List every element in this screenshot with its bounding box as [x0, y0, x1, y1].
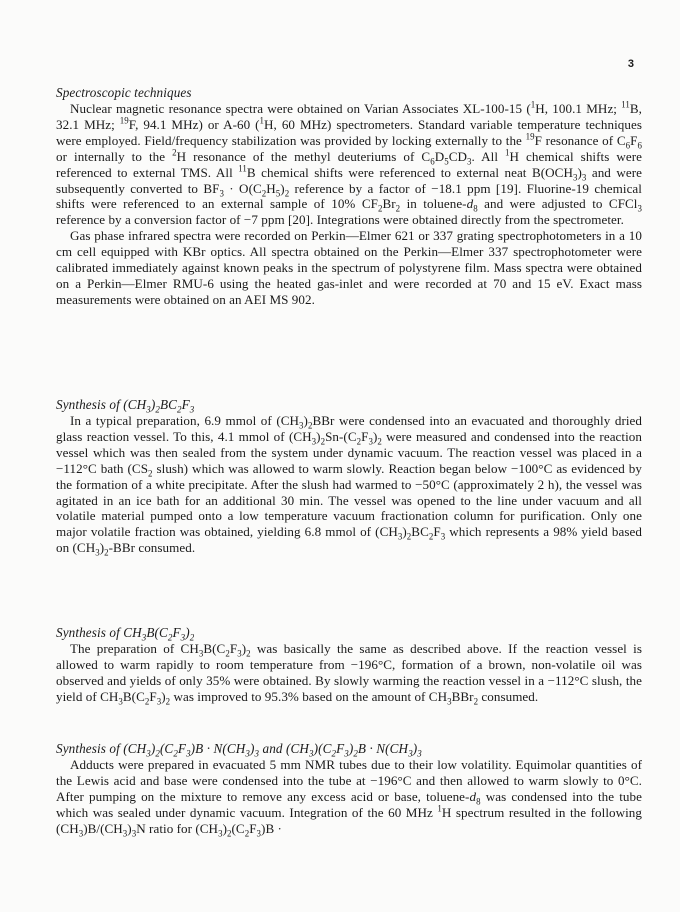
section-synthesis-methyl [56, 624, 642, 705]
section-heading: Synthesis of $(CH_3)_2BC_2F_3$ [56, 397, 195, 415]
page-number: 3 [627, 58, 634, 70]
paragraph: Nuclear magnetic resonance spectra were obtained on Varian Associates XL-100-15 ($^1$H, 100.1 MHz; $^{11}$B, 32.1 MHz; $^{19}$F, 94.1 MHz) or A-60 ($^1$H, 60 MHz) spectrometers. Standard variable temperature techniques were employed. Field/frequency stabilization was provided by locking externally to the $^{19}$F resonance of $C_6F_6$ or internally to the $^2$H resonance of the methyl deuteriums of $C_6D_5CD_3$. All $^1$H chemical shifts were referenced to external TMS. All $^{11}$B chemical shifts were referenced to external neat $B(OCH_3)_3$ and were subsequently converted to $BF_3 \cdot O(C_2H_5)_2$ reference by a factor of −18.1 ppm [19]. Fluorine-19 chemical shifts were referenced to an external sample of 10% $CF_2Br_2$ in toluene-$d_8$ and were adjusted to CFCl$_3$ reference by a conversion factor of −7 ppm [20]. Integrations were obtained directly from the spectrometer. [56, 99, 643, 228]
paragraph: Gas phase infrared spectra were recorded on Perkin—Elmer 621 or 337 grating spectrophotometers in a 10 cm cell equipped with KBr optics. All spectra obtained on the Perkin—Elmer 337 spectrophotometer were calibrated immediately against known peaks in the spectrum of polystyrene film. Mass spectra were obtained on a Perkin—Elmer RMU-6 using the heated gas-inlet and were recorded at 70 and 15 eV. Exact mass measurements were obtained on an AEI MS 902. [56, 228, 642, 307]
section-synthesis-dimethyl [56, 396, 642, 556]
section-heading: Synthesis of $(CH_3)_2(C_2F_3)B \cdot N(CH_3)_3$ and $(CH_3)(C_2F_3)_2B \cdot N(CH_3)_3$ [56, 741, 422, 759]
section-heading: Synthesis of $CH_3B(C_2F_3)_2$ [56, 625, 195, 643]
section-spectroscopic-techniques [56, 84, 642, 308]
paragraph: Adducts were prepared in evacuated 5 mm NMR tubes due to their low volatility. Equimolar quantities of the Lewis acid and base were condensed into the tube at −196°C and then allowed to warm slowly to 0°C. After pumping on the mixture to remove any excess acid or base, toluene-$d_8$ was condensed into the tube which was sealed under dynamic vacuum. Integration of the 60 MHz $^1$H spectrum resulted in the following $(CH_3)B/(CH_3)_3N$ ratio for $(CH_3)_2(C_2F_3)B$ · [56, 757, 642, 839]
paragraph: The preparation of $CH_3B(C_2F_3)_2$ was basically the same as described above. If the reaction vessel is allowed to warm rapidly to room temperature from −196°C, formation of a brown, non-volatile oil was observed and yields of only 35% were obtained. By slowly warming the reaction vessel in a −112°C slush, the yield of $CH_3B(C_2F_3)_2$ was improved to 95.3% based on the amount of $CH_3BBr_2$ consumed. [56, 641, 642, 707]
section-heading: Spectroscopic techniques [56, 85, 192, 100]
section-synthesis-adducts [56, 740, 642, 837]
paragraph: In a typical preparation, 6.9 mmol of $(CH_3)_2BBr$ were condensed into an evacuated and thoroughly dried glass reaction vessel. To this, 4.1 mmol of $(CH_3)_2Sn-(C_2F_3)_2$ were measured and condensed into the reaction vessel which was then sealed from the system under dynamic vacuum. The reaction vessel was placed in a −112°C bath ($CS_2$ slush) which was allowed to warm slowly. Reaction began below −100°C as evidenced by the formation of a white precipitate. After the slush had warmed to −50°C (approximately 2 h), the vessel was agitated in an ice bath for an additional 30 min. The vessel was opened to the line under vacuum and all volatile material pumped onto a low temperature vacuum fractionation column for purification. Only one major volatile fraction was obtained, yielding 6.8 mmol of $(CH_3)_2BC_2F_3$ which represents a 98% yield based on $(CH_3)_2$-BBr consumed. [56, 413, 643, 558]
